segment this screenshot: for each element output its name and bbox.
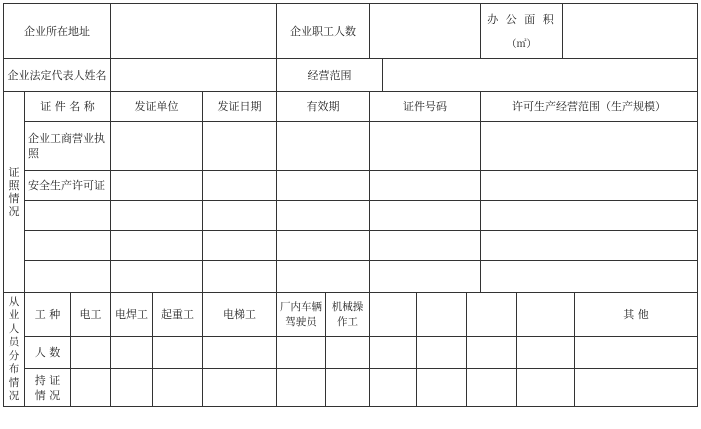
type-machine-operator: 机械操 作工	[331, 300, 364, 328]
type-vehicle-driver: 厂内车辆 驾驶员	[280, 300, 322, 328]
employee-count-label: 企业职工人数	[290, 24, 356, 38]
office-area-unit: （㎡）	[506, 38, 537, 50]
cert-row-blank-3	[28, 261, 110, 292]
office-area-label: 办 公 面 积	[487, 12, 556, 26]
personnel-section-label: 从 业 人 员 分 布 情 况	[8, 295, 20, 402]
type-other: 其 他	[623, 308, 649, 321]
cert-col-name: 证 件 名 称	[40, 100, 95, 113]
office-area-field[interactable]	[563, 4, 697, 58]
personnel-type-label: 工 种	[34, 308, 61, 321]
type-elevator-worker: 电梯工	[223, 308, 256, 321]
cert-row-blank-1	[28, 201, 110, 230]
type-crane-operator: 起重工	[161, 308, 194, 321]
type-blank-4	[517, 293, 574, 336]
type-blank-2	[417, 293, 466, 336]
cert-col-scope: 许可生产经营范围（生产规模）	[512, 100, 666, 113]
company-address-field[interactable]	[111, 4, 276, 58]
cert-row-blank-2	[28, 231, 110, 260]
cert-col-issue-date: 发证日期	[217, 100, 262, 113]
business-scope-field[interactable]	[383, 59, 697, 91]
personnel-cert-label: 持 证 情 况	[34, 373, 61, 402]
business-scope-label: 经营范围	[307, 68, 352, 82]
cert-row-business-license: 企业工商营业执 照	[28, 132, 105, 160]
type-blank-1	[370, 293, 416, 336]
cert-col-number: 证件号码	[403, 100, 447, 113]
type-electrician: 电工	[79, 308, 102, 321]
legal-rep-field[interactable]	[111, 59, 276, 91]
cert-col-issuer: 发证单位	[134, 100, 179, 113]
cert-row-safety-license: 安全生产许可证	[28, 179, 105, 192]
cert-col-validity: 有效期	[306, 100, 340, 113]
legal-rep-label: 企业法定代表人姓名	[7, 68, 107, 82]
company-address-label: 企业所在地址	[24, 24, 90, 38]
employee-count-field[interactable]	[370, 4, 480, 58]
certificate-section-label: 证 照 情 况	[8, 166, 20, 218]
personnel-count-label: 人 数	[34, 346, 61, 359]
type-welder: 电焊工	[115, 308, 148, 321]
type-blank-3	[467, 293, 516, 336]
